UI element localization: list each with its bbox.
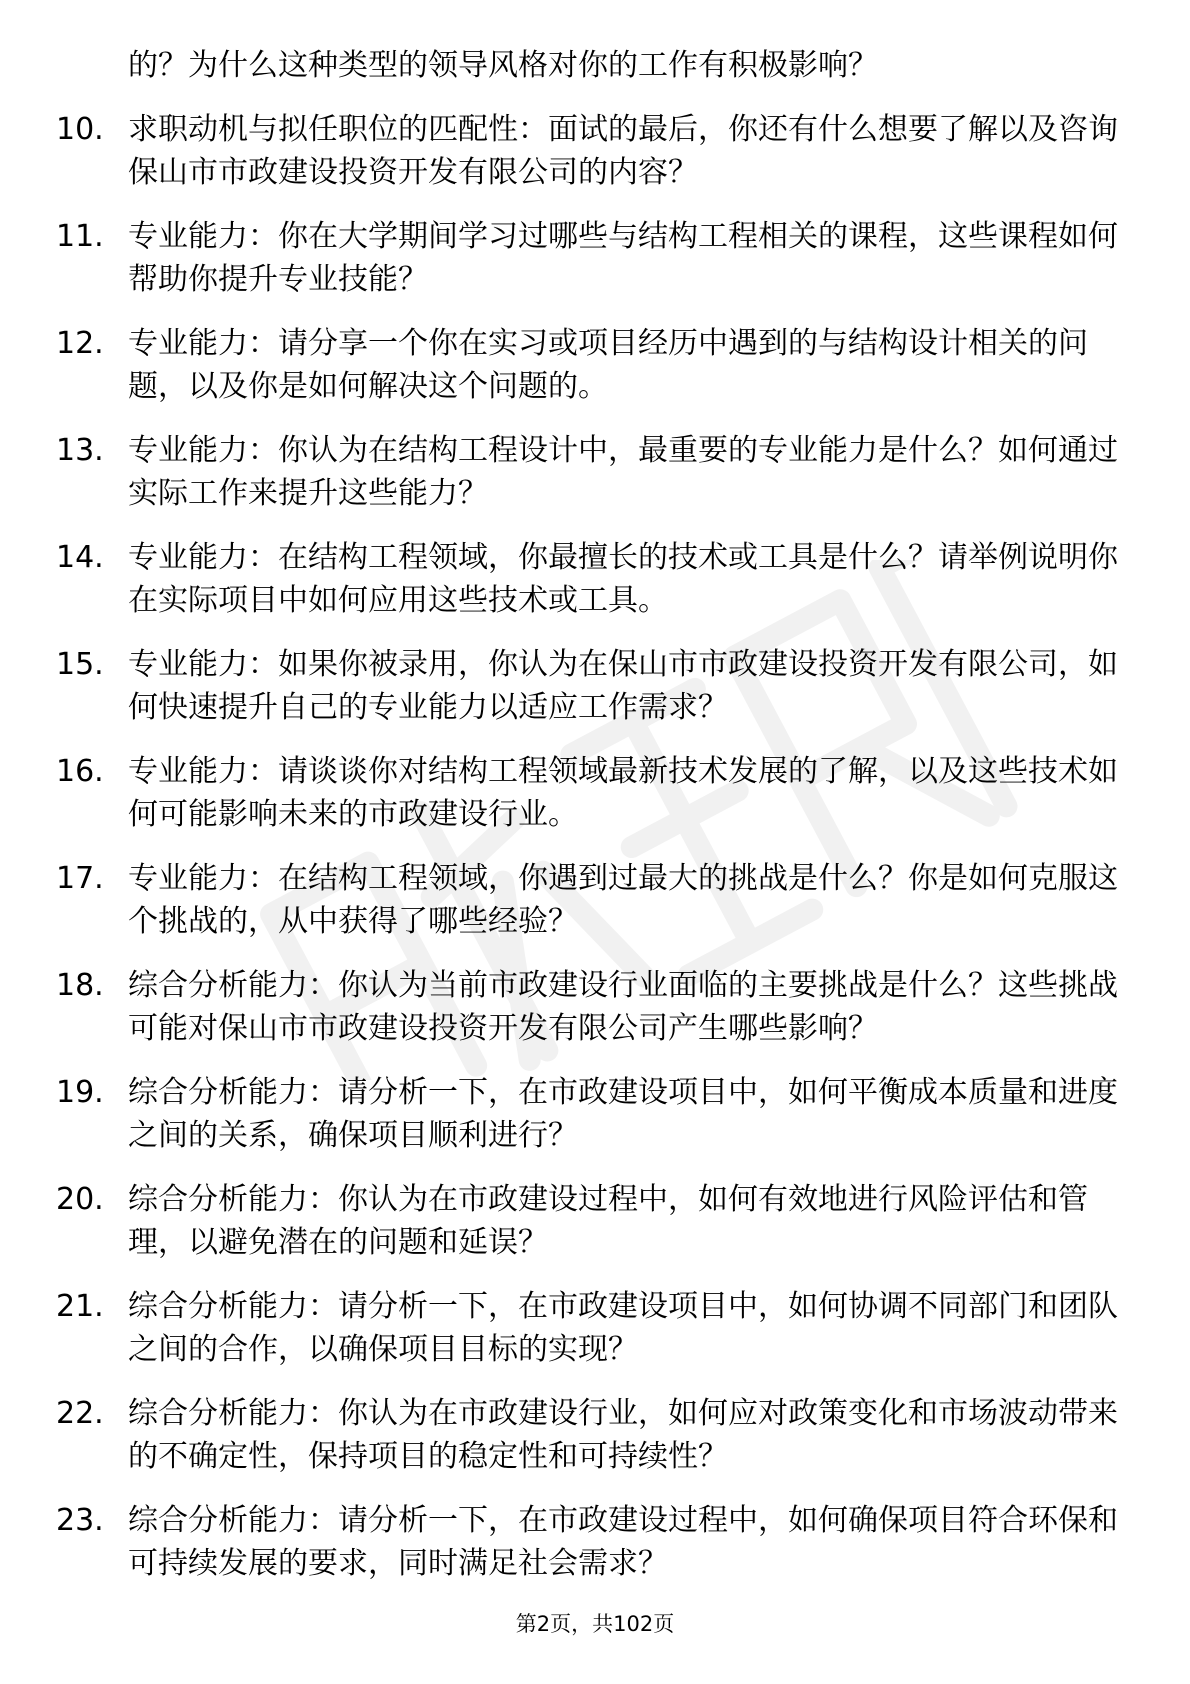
- question-number: 14.: [56, 540, 104, 575]
- question-content: [56, 44, 1121, 1606]
- question-item: [56, 750, 1121, 836]
- question-text: 综合分析能力：请分析一下，在市政建设项目中，如何平衡成本质量和进度之间的关系，确保项目顺利进行？: [128, 1075, 1118, 1153]
- question-text: 综合分析能力：请分析一下，在市政建设过程中，如何确保项目符合环保和可持续发展的要求，同时满足社会需求？: [128, 1503, 1118, 1581]
- question-number: 12.: [56, 326, 104, 361]
- page-footer: 第2页，共102页: [515, 1612, 675, 1636]
- question-item: [56, 1285, 1121, 1371]
- question-item: [56, 1499, 1121, 1585]
- question-item: [56, 643, 1121, 729]
- question-number: 16.: [56, 754, 104, 789]
- question-text: 求职动机与拟任职位的匹配性：面试的最后，你还有什么想要了解以及咨询保山市市政建设投资开发有限公司的内容？: [128, 112, 1118, 190]
- question-number: 19.: [56, 1075, 104, 1110]
- question-item: [56, 215, 1121, 301]
- question-number: 15.: [56, 647, 104, 682]
- question-item: [56, 1392, 1121, 1478]
- question-number: 11.: [56, 219, 104, 254]
- question-number: 18.: [56, 968, 104, 1003]
- question-number: 13.: [56, 433, 104, 468]
- question-text: 专业能力：请分享一个你在实习或项目经历中遇到的与结构设计相关的问题，以及你是如何解决这个问题的。: [128, 326, 1088, 404]
- question-item: [56, 964, 1121, 1050]
- question-item: [56, 429, 1121, 515]
- question-text: 专业能力：你在大学期间学习过哪些与结构工程相关的课程，这些课程如何帮助你提升专业技能？: [128, 219, 1118, 297]
- question-text: 综合分析能力：你认为当前市政建设行业面临的主要挑战是什么？这些挑战可能对保山市市政建设投资开发有限公司产生哪些影响？: [128, 968, 1118, 1046]
- question-item: [56, 536, 1121, 622]
- question-item: [56, 322, 1121, 408]
- continuation-line: 的？为什么这种类型的领导风格对你的工作有积极影响？: [128, 48, 878, 83]
- question-item: [56, 857, 1121, 943]
- question-text: 专业能力：在结构工程领域，你最擅长的技术或工具是什么？请举例说明你在实际项目中如何应用这些技术或工具。: [128, 540, 1118, 618]
- question-number: 20.: [56, 1182, 104, 1217]
- question-item: [56, 1071, 1121, 1157]
- question-number: 23.: [56, 1503, 104, 1538]
- question-text: 综合分析能力：你认为在市政建设过程中，如何有效地进行风险评估和管理，以避免潜在的问题和延误？: [128, 1182, 1088, 1260]
- question-item: [56, 1178, 1121, 1264]
- question-text: 综合分析能力：请分析一下，在市政建设项目中，如何协调不同部门和团队之间的合作，以确保项目目标的实现？: [128, 1289, 1118, 1367]
- question-number: 17.: [56, 861, 104, 896]
- question-text: 专业能力：在结构工程领域，你遇到过最大的挑战是什么？你是如何克服这个挑战的，从中获得了哪些经验？: [128, 861, 1118, 939]
- question-number: 21.: [56, 1289, 104, 1324]
- question-item: [56, 108, 1121, 194]
- question-number: 10.: [56, 112, 104, 147]
- question-list: [56, 108, 1121, 1585]
- question-text: 综合分析能力：你认为在市政建设行业，如何应对政策变化和市场波动带来的不确定性，保持项目的稳定性和可持续性？: [128, 1396, 1118, 1474]
- question-text: 专业能力：如果你被录用，你认为在保山市市政建设投资开发有限公司，如何快速提升自己的专业能力以适应工作需求？: [128, 647, 1118, 725]
- question-number: 22.: [56, 1396, 104, 1431]
- question-text: 专业能力：请谈谈你对结构工程领域最新技术发展的了解，以及这些技术如何可能影响未来的市政建设行业。: [128, 754, 1118, 832]
- question-text: 专业能力：你认为在结构工程设计中，最重要的专业能力是什么？如何通过实际工作来提升这些能力？: [128, 433, 1118, 511]
